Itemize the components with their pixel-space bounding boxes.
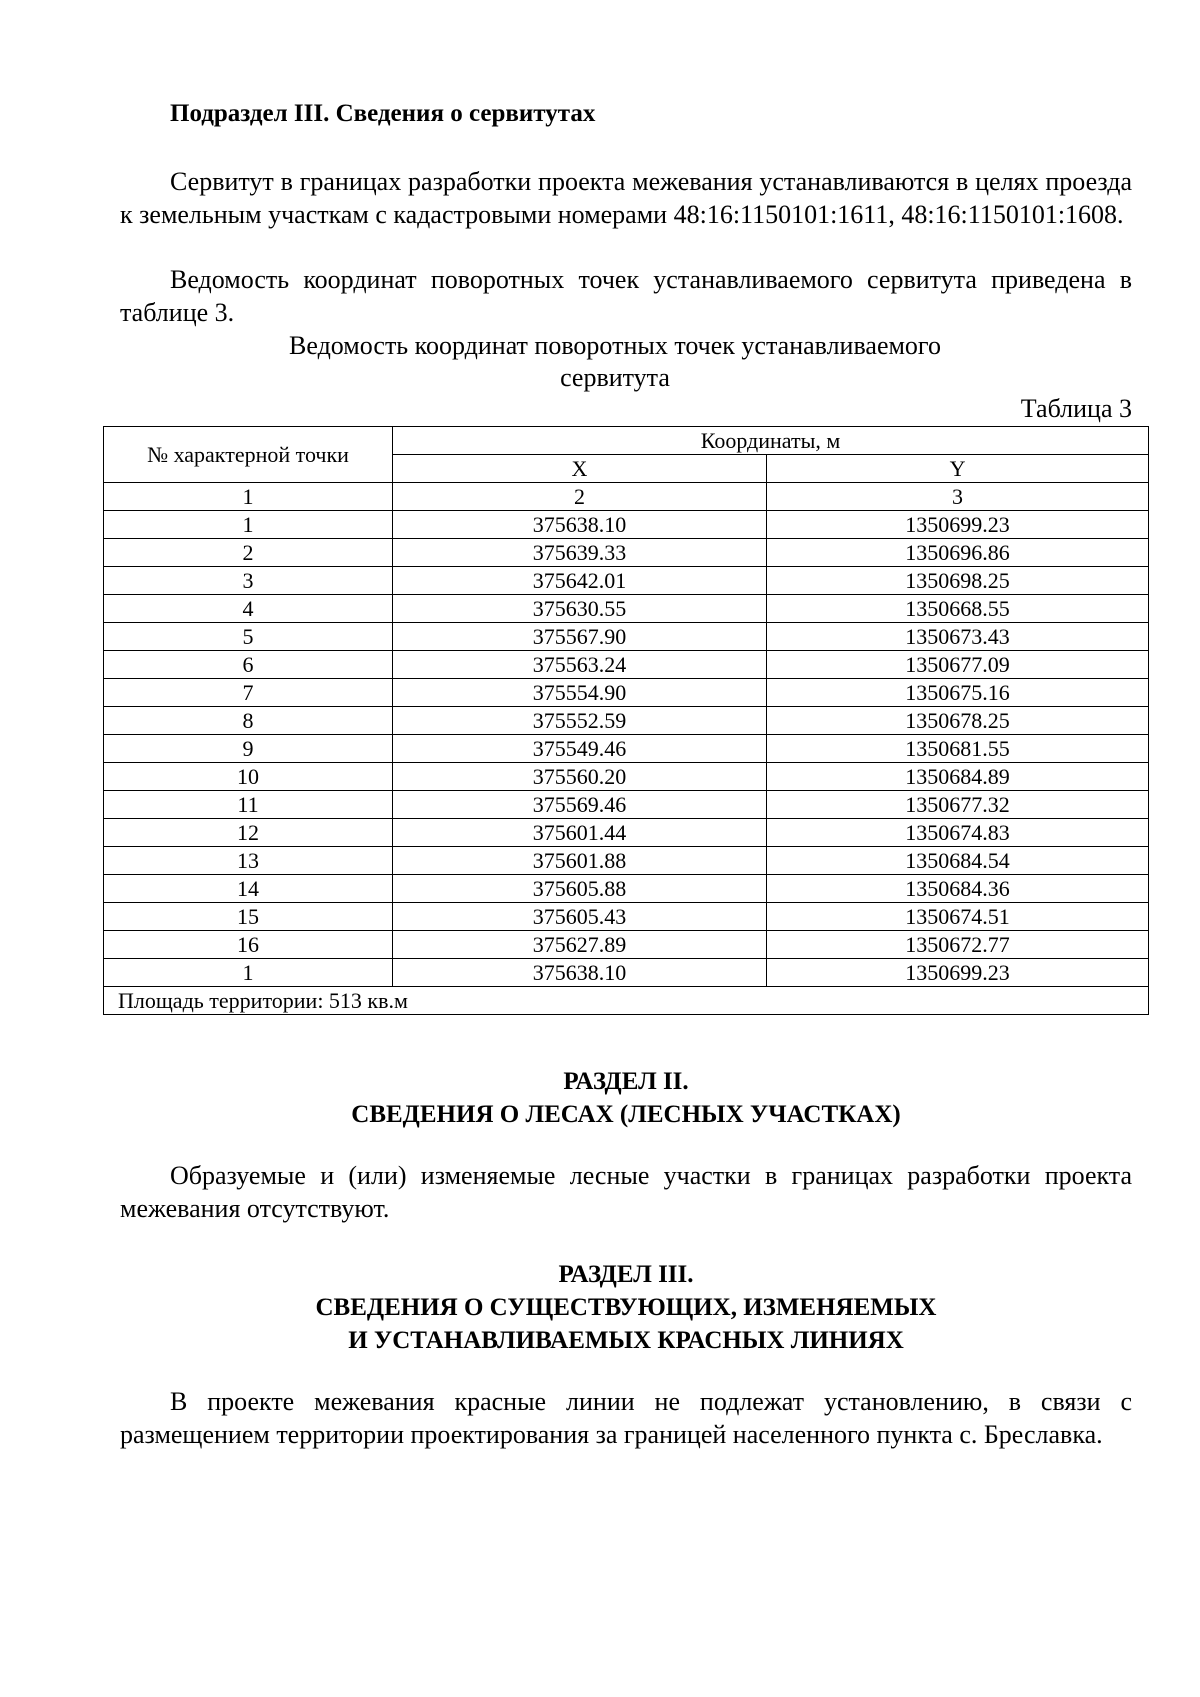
point-cell: 4 [104, 595, 393, 623]
table-row [104, 595, 1149, 623]
y-cell: 1350673.43 [767, 623, 1149, 651]
column-number: 2 [393, 483, 767, 511]
coordinates-table-body [104, 511, 1149, 987]
x-cell: 375639.33 [393, 539, 767, 567]
table-number: Таблица 3 [1020, 394, 1132, 423]
section-heading-line: РАЗДЕЛ II. [563, 1068, 689, 1095]
column-number: 3 [767, 483, 1149, 511]
x-cell: 375563.24 [393, 651, 767, 679]
table-row [104, 511, 1149, 539]
x-cell: 375638.10 [393, 959, 767, 987]
table-row [104, 651, 1149, 679]
red-lines-paragraph: В проекте межевания красные линии не подлежат установлению, в связи с размещением территории проектирования за границей населенного пункта с. Бреславка. [120, 1387, 1132, 1449]
y-cell: 1350677.09 [767, 651, 1149, 679]
point-cell: 3 [104, 567, 393, 595]
table-row [104, 875, 1149, 903]
section-heading-line: РАЗДЕЛ III. [558, 1261, 694, 1288]
table-caption-line: сервитута [560, 363, 670, 392]
header-coordinates: Координаты, м [393, 427, 1149, 455]
point-cell: 6 [104, 651, 393, 679]
y-cell: 1350677.32 [767, 791, 1149, 819]
point-cell: 9 [104, 735, 393, 763]
table-caption [230, 330, 1000, 394]
statement-reference-paragraph: Ведомость координат поворотных точек устанавливаемого сервитута приведена в таблице 3. [120, 265, 1132, 327]
table-row [104, 623, 1149, 651]
point-cell: 8 [104, 707, 393, 735]
point-cell: 15 [104, 903, 393, 931]
y-cell: 1350681.55 [767, 735, 1149, 763]
table-row [104, 707, 1149, 735]
y-cell: 1350684.89 [767, 763, 1149, 791]
table-row [104, 735, 1149, 763]
table-row [104, 539, 1149, 567]
x-cell: 375567.90 [393, 623, 767, 651]
x-cell: 375630.55 [393, 595, 767, 623]
x-cell: 375642.01 [393, 567, 767, 595]
x-cell: 375605.43 [393, 903, 767, 931]
table-row [104, 679, 1149, 707]
point-cell: 11 [104, 791, 393, 819]
coordinates-table [103, 426, 1149, 1015]
point-cell: 10 [104, 763, 393, 791]
table-row [104, 847, 1149, 875]
x-cell: 375549.46 [393, 735, 767, 763]
y-cell: 1350668.55 [767, 595, 1149, 623]
point-cell: 1 [104, 959, 393, 987]
point-cell: 14 [104, 875, 393, 903]
x-cell: 375569.46 [393, 791, 767, 819]
table-row [104, 819, 1149, 847]
x-cell: 375627.89 [393, 931, 767, 959]
point-cell: 13 [104, 847, 393, 875]
table-header-row [104, 427, 1149, 455]
x-cell: 375554.90 [393, 679, 767, 707]
x-cell: 375638.10 [393, 511, 767, 539]
table-row [104, 567, 1149, 595]
y-cell: 1350699.23 [767, 959, 1149, 987]
x-cell: 375605.88 [393, 875, 767, 903]
section-3-heading [120, 1258, 1132, 1357]
point-cell: 5 [104, 623, 393, 651]
subsection-title: Подраздел III. Сведения о сервитутах [170, 100, 596, 127]
section-heading-line: И УСТАНАВЛИВАЕМЫХ КРАСНЫХ ЛИНИЯХ [348, 1327, 904, 1354]
table-row [104, 903, 1149, 931]
y-cell: 1350699.23 [767, 511, 1149, 539]
point-cell: 16 [104, 931, 393, 959]
y-cell: 1350684.36 [767, 875, 1149, 903]
y-cell: 1350672.77 [767, 931, 1149, 959]
column-numbers-row [104, 483, 1149, 511]
y-cell: 1350678.25 [767, 707, 1149, 735]
section-heading-line: СВЕДЕНИЯ О СУЩЕСТВУЮЩИХ, ИЗМЕНЯЕМЫХ [315, 1294, 937, 1321]
point-cell: 7 [104, 679, 393, 707]
header-point-number: № характерной точки [104, 427, 393, 483]
x-cell: 375560.20 [393, 763, 767, 791]
y-cell: 1350696.86 [767, 539, 1149, 567]
section-2-heading [120, 1065, 1132, 1131]
table-row [104, 931, 1149, 959]
table-row [104, 959, 1149, 987]
area-row [104, 987, 1149, 1015]
section-heading-line: СВЕДЕНИЯ О ЛЕСАХ (ЛЕСНЫХ УЧАСТКАХ) [351, 1101, 901, 1128]
y-cell: 1350674.83 [767, 819, 1149, 847]
header-y: Y [767, 455, 1149, 483]
x-cell: 375601.44 [393, 819, 767, 847]
servitude-paragraph: Сервитут в границах разработки проекта межевания устанавливаются в целях проезда к земельным участкам с кадастровыми номерами 48:16:1150101:1611, 48:16:1150101:1608. [120, 167, 1132, 229]
y-cell: 1350674.51 [767, 903, 1149, 931]
column-number: 1 [104, 483, 393, 511]
area-cell: Площадь территории: 513 кв.м [104, 987, 1149, 1015]
y-cell: 1350684.54 [767, 847, 1149, 875]
point-cell: 2 [104, 539, 393, 567]
table-row [104, 791, 1149, 819]
table-row [104, 763, 1149, 791]
point-cell: 1 [104, 511, 393, 539]
y-cell: 1350698.25 [767, 567, 1149, 595]
forest-paragraph: Образуемые и (или) изменяемые лесные участки в границах разработки проекта межевания отсутствуют. [120, 1161, 1132, 1223]
y-cell: 1350675.16 [767, 679, 1149, 707]
x-cell: 375601.88 [393, 847, 767, 875]
table-caption-line: Ведомость координат поворотных точек устанавливаемого [289, 331, 941, 360]
x-cell: 375552.59 [393, 707, 767, 735]
point-cell: 12 [104, 819, 393, 847]
header-x: X [393, 455, 767, 483]
